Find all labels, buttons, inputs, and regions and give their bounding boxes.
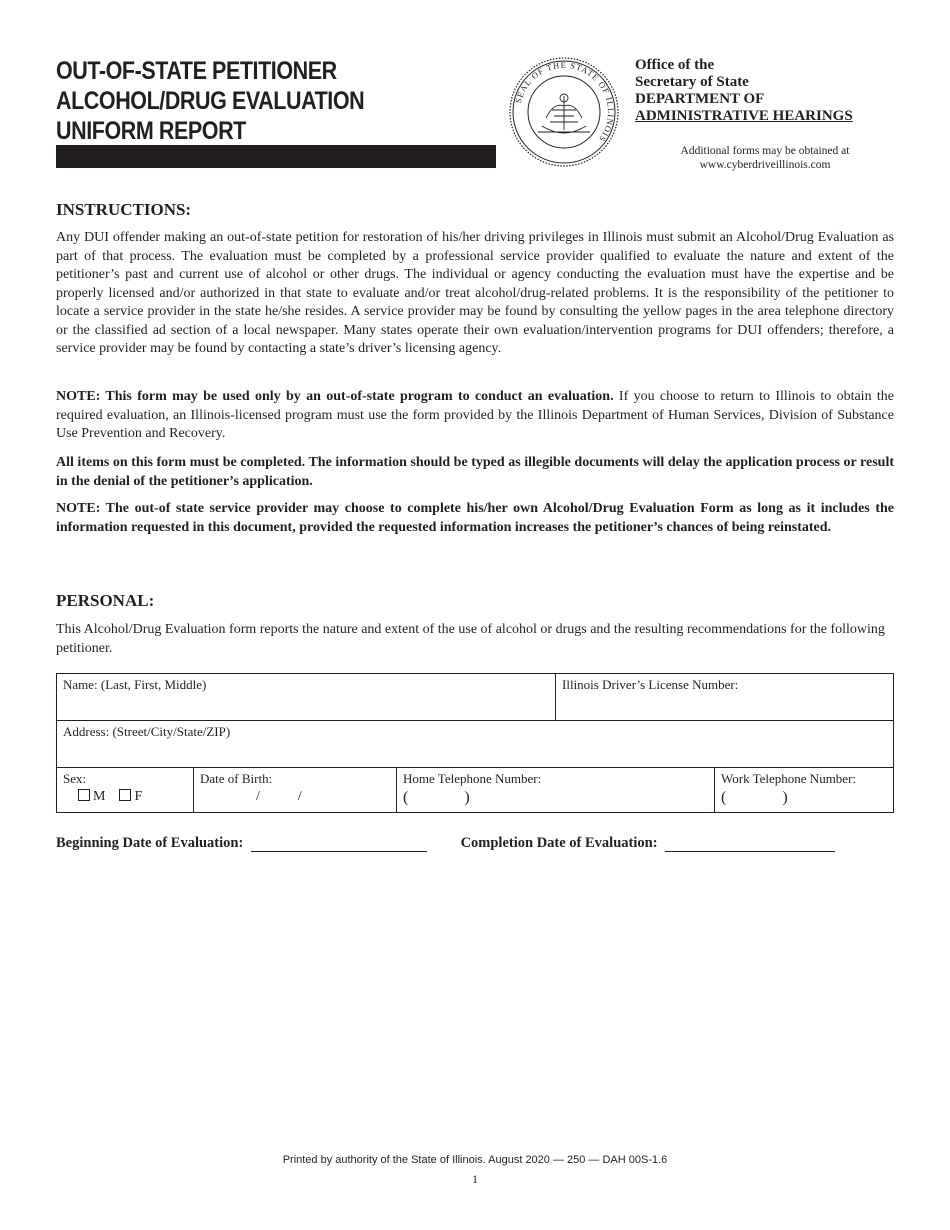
all-items-notice: All items on this form must be completed. The information should be typed as illegible documents will delay the application process or result in the denial of the petitioner’s application.: [56, 455, 894, 489]
form-title-line-2: ALCOHOL/DRUG EVALUATION: [56, 87, 365, 115]
form-title-line-1: OUT-OF-STATE PETITIONER: [56, 57, 337, 85]
date-of-birth-field[interactable]: [194, 768, 397, 813]
note-own-form: NOTE: The out-of state service provider may choose to complete his/her own Alcohol/Drug Evaluation Form as long as it includes the information requested in this document, provided the requested information increases the petitioner’s chances of being reinstated.: [56, 501, 894, 535]
additional-forms-note: [640, 144, 890, 172]
checkbox-icon[interactable]: [119, 789, 131, 801]
office-line-2: Secretary of State: [635, 74, 749, 90]
state-seal-icon: [508, 56, 620, 168]
seal-text: SEAL OF THE STATE OF ILLINOIS: [512, 59, 617, 145]
sex-field: [57, 768, 194, 813]
note-out-of-state-only: [56, 388, 894, 444]
form-title-line-3: UNIFORM REPORT: [56, 117, 246, 145]
beginning-date-line[interactable]: [251, 839, 427, 852]
dob-label: Date of Birth:: [200, 771, 273, 786]
sex-m-label: M: [93, 789, 106, 804]
sex-label: Sex:: [63, 771, 87, 786]
name-field[interactable]: [57, 674, 556, 721]
license-label: Illinois Driver’s License Number:: [562, 677, 739, 692]
personal-heading: PERSONAL:: [56, 591, 155, 610]
office-line-3: DEPARTMENT OF: [635, 91, 765, 107]
additional-forms-line-1: Additional forms may be obtained at: [680, 145, 850, 157]
instructions-heading: INSTRUCTIONS:: [56, 200, 192, 219]
dob-slash-2: /: [297, 789, 302, 804]
page-number: 1: [472, 1172, 478, 1186]
home-area-open: (: [403, 789, 409, 806]
sex-f-label: F: [134, 789, 143, 804]
additional-forms-url: www.cyberdriveillinois.com: [699, 159, 831, 171]
home-phone-label: Home Telephone Number:: [403, 771, 542, 786]
printed-by-footer: Printed by authority of the State of Illinois. August 2020 — 250 — DAH 00S-1.6: [282, 1154, 668, 1166]
home-phone-field[interactable]: [397, 768, 715, 813]
name-label: Name: (Last, First, Middle): [63, 677, 207, 692]
personal-intro: This Alcohol/Drug Evaluation form reports the nature and extent of the use of alcohol or drugs and the resulting recommendations for the following petitioner.: [56, 622, 885, 656]
petitioner-info-table: [56, 673, 894, 813]
completion-date-label: Completion Date of Evaluation:: [460, 835, 658, 851]
form-title: [56, 56, 400, 146]
note-1-bold: NOTE: This form may be used only by an out-of-state program to conduct an evaluation.: [56, 389, 614, 404]
work-area-close: ): [782, 789, 788, 806]
sex-m-option[interactable]: [78, 789, 105, 805]
address-label: Address: (Street/City/State/ZIP): [63, 724, 231, 739]
office-line-4: ADMINISTRATIVE HEARINGS: [635, 108, 853, 124]
checkbox-icon[interactable]: [78, 789, 90, 801]
title-bar: [56, 145, 496, 168]
instructions-paragraph: Any DUI offender making an out-of-state petition for restoration of his/her driving privileges in Illinois must submit an Alcohol/Drug Evaluation as part of that process. The evaluation must be completed by a professional service provider qualified to evaluate the nature and extent of the petitioner’s past and current use of alcohol or other drugs. The individual or agency conducting the evaluation must have the expertise and be properly licensed and/or authorized in that state to evaluate and/or treat alcohol/drug-related problems. It is the responsibility of the petitioner to locate a service provider in the state he/she resides. A service provider may be found by consulting the yellow pages in the area telephone directory or the classified ad section of a local newspaper. Many states operate their own evaluation/intervention programs for DUI offenders; therefore, a service provider may be found by contacting a state’s driver’s licensing agency.: [56, 230, 894, 356]
work-phone-label: Work Telephone Number:: [721, 771, 857, 786]
evaluation-dates: [56, 835, 894, 852]
home-area-close: ): [464, 789, 470, 806]
completion-date-line[interactable]: [665, 839, 835, 852]
dob-slash-1: /: [256, 789, 260, 804]
office-block: [635, 57, 853, 125]
beginning-date-label: Beginning Date of Evaluation:: [56, 835, 244, 851]
license-number-field[interactable]: [556, 674, 894, 721]
sex-f-option[interactable]: [119, 789, 142, 805]
note-1-rest: If you choose to return to Illinois to obtain the required evaluation, an Illinois-licensed program must use the form provided by the Illinois Department of Human Services, Division of Substance Use Prevention and Recovery.: [56, 389, 895, 441]
work-area-open: (: [721, 789, 727, 806]
address-field[interactable]: [57, 721, 894, 768]
office-line-1: Office of the: [635, 57, 715, 73]
work-phone-field[interactable]: [715, 768, 894, 813]
